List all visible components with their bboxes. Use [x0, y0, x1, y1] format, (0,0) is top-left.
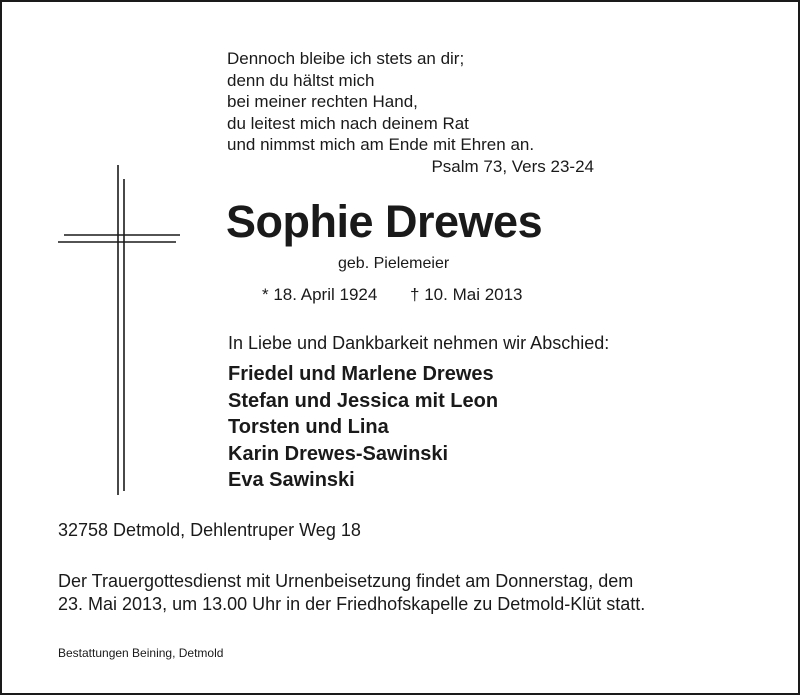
- psalm-quote: [227, 48, 597, 177]
- psalm-line: Dennoch bleibe ich stets an dir;: [227, 49, 465, 68]
- mourner-name: Stefan und Jessica mit Leon: [228, 389, 499, 412]
- farewell-intro: In Liebe und Dankbarkeit nehmen wir Abschied:: [228, 333, 610, 353]
- mourner-name: Friedel und Marlene Drewes: [228, 363, 494, 385]
- service-announcement: [58, 570, 645, 616]
- psalm-line: denn du hältst mich: [227, 70, 375, 90]
- service-line: 23. Mai 2013, um 13.00 Uhr in der Friedhofskapelle zu Detmold-Klüt statt.: [58, 594, 646, 614]
- psalm-line: und nimmst mich am Ende mit Ehren an.: [227, 135, 535, 154]
- service-line: Der Trauergottesdienst mit Urnenbeisetzung findet am Donnerstag, dem: [58, 571, 634, 591]
- maiden-name: geb. Pielemeier: [338, 255, 450, 272]
- mourner-name: Eva Sawinski: [228, 469, 355, 491]
- deceased-name: Sophie Drewes: [226, 196, 543, 247]
- mourner-name: Karin Drewes-Sawinski: [228, 442, 449, 465]
- psalm-reference: Psalm 73, Vers 23-24: [431, 156, 594, 176]
- birth-date: * 18. April 1924: [262, 285, 378, 304]
- psalm-line: du leitest mich nach deinem Rat: [227, 113, 469, 133]
- life-dates: [262, 285, 523, 305]
- mourners-list: [228, 361, 498, 494]
- mourner-name: Torsten und Lina: [228, 416, 389, 438]
- psalm-line: bei meiner rechten Hand,: [227, 92, 418, 111]
- cross-icon: [58, 165, 183, 495]
- death-date: † 10. Mai 2013: [410, 285, 523, 304]
- family-address: 32758 Detmold, Dehlentruper Weg 18: [58, 520, 361, 540]
- undertaker-credit: Bestattungen Beining, Detmold: [58, 646, 224, 660]
